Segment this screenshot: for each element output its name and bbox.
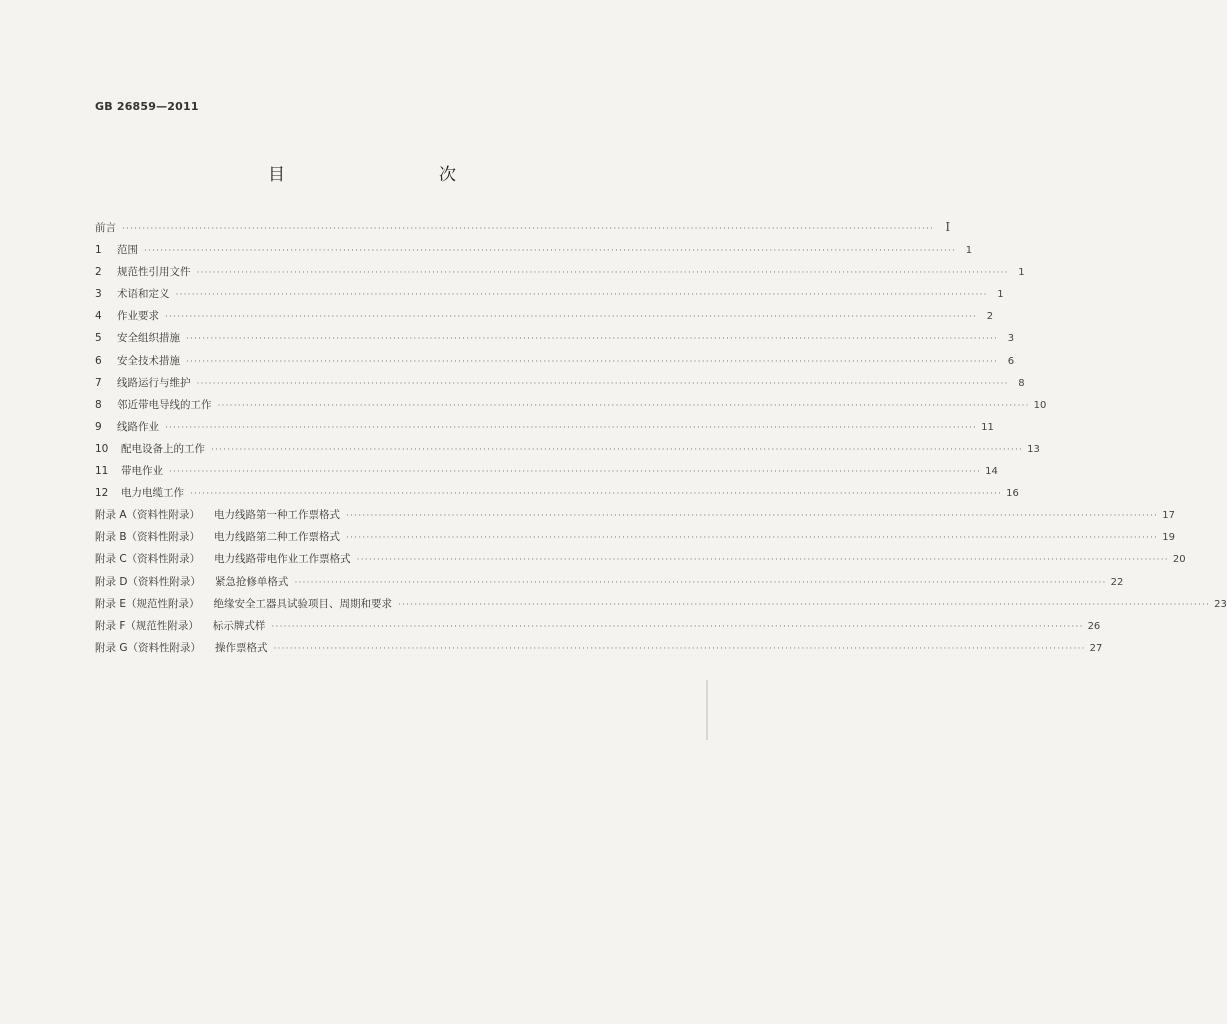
toc-entry-label xyxy=(95,242,140,257)
toc-entry[interactable] xyxy=(95,485,1019,507)
toc-page-number: 27 xyxy=(1089,642,1103,654)
toc-entry-text: 带电作业 xyxy=(121,465,163,478)
toc-entry-label xyxy=(95,419,161,434)
toc-entry-label xyxy=(95,330,182,345)
toc-entry-number: 2 xyxy=(95,266,102,279)
toc-page-number: 22 xyxy=(1110,576,1124,588)
toc-page-number: 3 xyxy=(1007,333,1015,345)
toc-entry-label xyxy=(95,308,161,323)
toc-leader-dots: ········································································································································································································ xyxy=(165,312,978,323)
toc-leader-dots: ········································································································································································································ xyxy=(217,400,1030,411)
toc-leader-dots: ········································································································································································································ xyxy=(211,444,1024,455)
toc-entry-text: 电力电缆工作 xyxy=(121,487,184,500)
toc-page-number: 1 xyxy=(965,245,973,257)
toc-entry[interactable] xyxy=(95,463,998,485)
toc-entry-label xyxy=(95,507,342,522)
toc-entry-label xyxy=(95,353,182,368)
toc-entry-number: 12 xyxy=(95,487,109,500)
toc-page-number: 26 xyxy=(1087,620,1101,632)
toc-entry-number: 1 xyxy=(95,244,102,257)
toc-entry[interactable] xyxy=(95,264,1025,286)
toc-entry-number: 11 xyxy=(95,465,109,478)
scan-edge-mark xyxy=(706,680,708,740)
toc-entry[interactable] xyxy=(95,242,973,264)
toc-entry[interactable] xyxy=(95,286,1004,308)
table-of-contents xyxy=(95,220,1227,662)
toc-leader-dots: ········································································································································································································ xyxy=(144,246,957,257)
toc-entry-label xyxy=(95,551,353,566)
toc-entry-text: 电力线路第一种工作票格式 xyxy=(214,509,341,522)
toc-entry-text: 前言 xyxy=(95,222,116,234)
toc-page-number: 14 xyxy=(985,466,998,478)
toc-entry-number: 4 xyxy=(95,310,102,323)
toc-leader-dots: ········································································································································································································ xyxy=(356,555,1169,566)
toc-entry-label xyxy=(95,441,207,456)
toc-entry-number: 9 xyxy=(95,420,102,433)
toc-entry-number: 6 xyxy=(95,354,102,367)
toc-page-number: 11 xyxy=(981,421,994,433)
toc-entry-label xyxy=(95,397,214,412)
toc-leader-dots: ········································································································································································································ xyxy=(397,599,1211,610)
toc-entry-label xyxy=(95,574,290,589)
toc-page-number: 8 xyxy=(1018,377,1025,389)
toc-leader-dots: ········································································································································································································ xyxy=(294,577,1107,588)
toc-entry-label xyxy=(95,529,342,544)
toc-entry-text: 安全组织措施 xyxy=(117,332,180,345)
toc-entry-number: 附录 B（资料性附录） xyxy=(95,531,201,544)
toc-leader-dots: ········································································································································································································ xyxy=(165,422,978,433)
toc-leader-dots: ········································································································································································································ xyxy=(190,489,1003,500)
toc-entry-label xyxy=(95,596,394,611)
toc-entry-number: 7 xyxy=(95,376,102,389)
toc-entry-number: 附录 C（资料性附录） xyxy=(95,553,201,566)
toc-leader-dots: ········································································································································································································ xyxy=(186,334,999,345)
toc-entry-label xyxy=(95,485,186,500)
toc-entry-number: 3 xyxy=(95,288,102,301)
toc-entry-text: 邻近带电导线的工作 xyxy=(117,398,212,411)
toc-entry-text: 线路运行与维护 xyxy=(117,376,191,389)
toc-entry-text: 标示牌式样 xyxy=(212,619,266,632)
toc-entry[interactable] xyxy=(95,330,1015,352)
standard-code: GB 26859—2011 xyxy=(95,100,199,113)
toc-entry-number: 5 xyxy=(95,332,102,345)
toc-leader-dots: ········································································································································································································ xyxy=(346,511,1159,522)
toc-entry[interactable] xyxy=(95,220,951,242)
toc-entry-text: 术语和定义 xyxy=(117,288,170,301)
toc-page-number: 13 xyxy=(1027,443,1040,455)
toc-entry-text: 安全技术措施 xyxy=(117,354,180,367)
toc-entry[interactable] xyxy=(95,640,1103,662)
toc-entry-label xyxy=(95,618,267,633)
toc-entry[interactable] xyxy=(95,419,994,441)
toc-leader-dots: ········································································································································································································ xyxy=(271,621,1084,632)
toc-entry-text: 范围 xyxy=(117,244,138,257)
toc-entry-label xyxy=(95,463,165,478)
toc-entry-text: 线路作业 xyxy=(117,420,159,433)
toc-leader-dots: ········································································································································································································ xyxy=(346,533,1159,544)
toc-page-number: 19 xyxy=(1162,532,1175,544)
toc-entry-label xyxy=(95,286,172,301)
toc-entry-number: 附录 E（规范性附录） xyxy=(95,597,200,610)
toc-page-number: 16 xyxy=(1006,488,1019,500)
toc-entry-label xyxy=(95,640,269,655)
toc-entry[interactable] xyxy=(95,308,994,330)
toc-entry[interactable] xyxy=(95,353,1015,375)
toc-page-number: 2 xyxy=(986,311,994,323)
toc-entry-label xyxy=(95,375,193,390)
page-title: 目 次 xyxy=(268,165,496,185)
toc-entry[interactable] xyxy=(95,441,1040,463)
toc-entry-text: 紧急抢修单格式 xyxy=(214,575,289,588)
toc-entry-label xyxy=(95,220,118,235)
toc-entry-text: 操作票格式 xyxy=(214,641,268,654)
toc-page-number: 10 xyxy=(1033,399,1047,411)
toc-entry-number: 附录 A（资料性附录） xyxy=(95,509,201,522)
toc-leader-dots: ········································································································································································································ xyxy=(122,224,935,234)
toc-leader-dots: ········································································································································································································ xyxy=(186,356,999,367)
toc-page-number: 1 xyxy=(997,289,1004,301)
toc-entry-number: 附录 D（资料性附录） xyxy=(95,575,201,588)
toc-entry-text: 规范性引用文件 xyxy=(117,266,191,279)
toc-page-number: 6 xyxy=(1007,355,1015,367)
toc-leader-dots: ········································································································································································································ xyxy=(273,643,1086,654)
toc-entry[interactable] xyxy=(95,596,1227,618)
toc-entry-text: 绝缘安全工器具试验项目、周期和要求 xyxy=(213,597,392,610)
toc-entry-text: 电力线路带电作业工作票格式 xyxy=(214,553,351,566)
toc-entry[interactable] xyxy=(95,529,1175,551)
toc-page-number: 20 xyxy=(1172,554,1186,566)
toc-entry[interactable] xyxy=(95,551,1186,573)
toc-entry-number: 附录 F（规范性附录） xyxy=(95,619,199,632)
toc-leader-dots: ········································································································································································································ xyxy=(196,378,1009,389)
toc-page-number: 17 xyxy=(1162,510,1175,522)
toc-entry-text: 配电设备上的工作 xyxy=(121,442,205,455)
toc-leader-dots: ········································································································································································································ xyxy=(196,268,1009,279)
toc-entry[interactable] xyxy=(95,507,1175,529)
toc-page-number: 23 xyxy=(1214,598,1227,610)
toc-page-number: I xyxy=(945,220,951,234)
toc-entry[interactable] xyxy=(95,618,1101,640)
toc-entry-number: 附录 G（资料性附录） xyxy=(95,641,201,654)
toc-page-number: 1 xyxy=(1018,267,1025,279)
toc-entry-label xyxy=(95,264,193,279)
toc-entry-number: 8 xyxy=(95,398,102,411)
toc-leader-dots: ········································································································································································································ xyxy=(175,290,988,301)
toc-entry[interactable] xyxy=(95,397,1047,419)
toc-entry-text: 作业要求 xyxy=(117,310,159,323)
toc-entry[interactable] xyxy=(95,375,1025,397)
toc-entry-number: 10 xyxy=(95,442,109,455)
toc-leader-dots: ········································································································································································································ xyxy=(169,467,982,478)
toc-entry[interactable] xyxy=(95,574,1124,596)
toc-entry-text: 电力线路第二种工作票格式 xyxy=(214,531,341,544)
